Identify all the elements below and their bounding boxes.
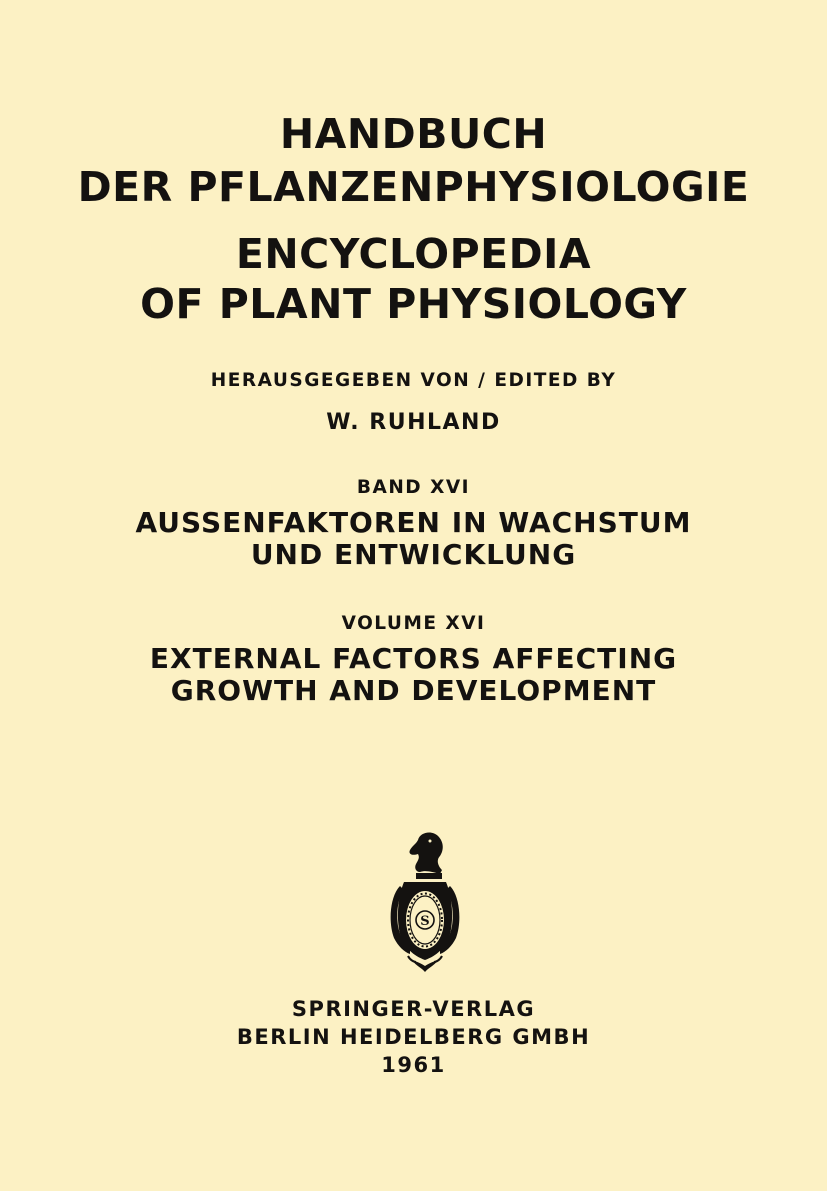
springer-logo-icon bbox=[380, 826, 470, 976]
band-label: BAND XVI bbox=[356, 477, 471, 498]
publisher-name: SPRINGER-VERLAG bbox=[291, 997, 536, 1021]
title-en-line1: ENCYCLOPEDIA bbox=[235, 230, 592, 278]
editor-name: W. RUHLAND bbox=[326, 410, 501, 435]
title-de-line2: DER PFLANZENPHYSIOLOGIE bbox=[77, 163, 750, 211]
svg-text:S: S bbox=[420, 914, 430, 929]
publication-year: 1961 bbox=[381, 1053, 446, 1077]
band-title-line2: UND ENTWICKLUNG bbox=[250, 538, 577, 571]
volume-title-line1: EXTERNAL FACTORS AFFECTING bbox=[149, 642, 678, 675]
title-en-line2: OF PLANT PHYSIOLOGY bbox=[140, 280, 687, 328]
volume-title-line2: GROWTH AND DEVELOPMENT bbox=[170, 674, 657, 707]
edited-by-label: HERAUSGEGEBEN VON / EDITED BY bbox=[210, 370, 617, 391]
band-title-line1: AUSSENFAKTOREN IN WACHSTUM bbox=[135, 506, 692, 539]
title-de-line1: HANDBUCH bbox=[279, 110, 548, 158]
publisher-location: BERLIN HEIDELBERG GMBH bbox=[236, 1025, 591, 1049]
volume-label: VOLUME XVI bbox=[341, 613, 486, 634]
